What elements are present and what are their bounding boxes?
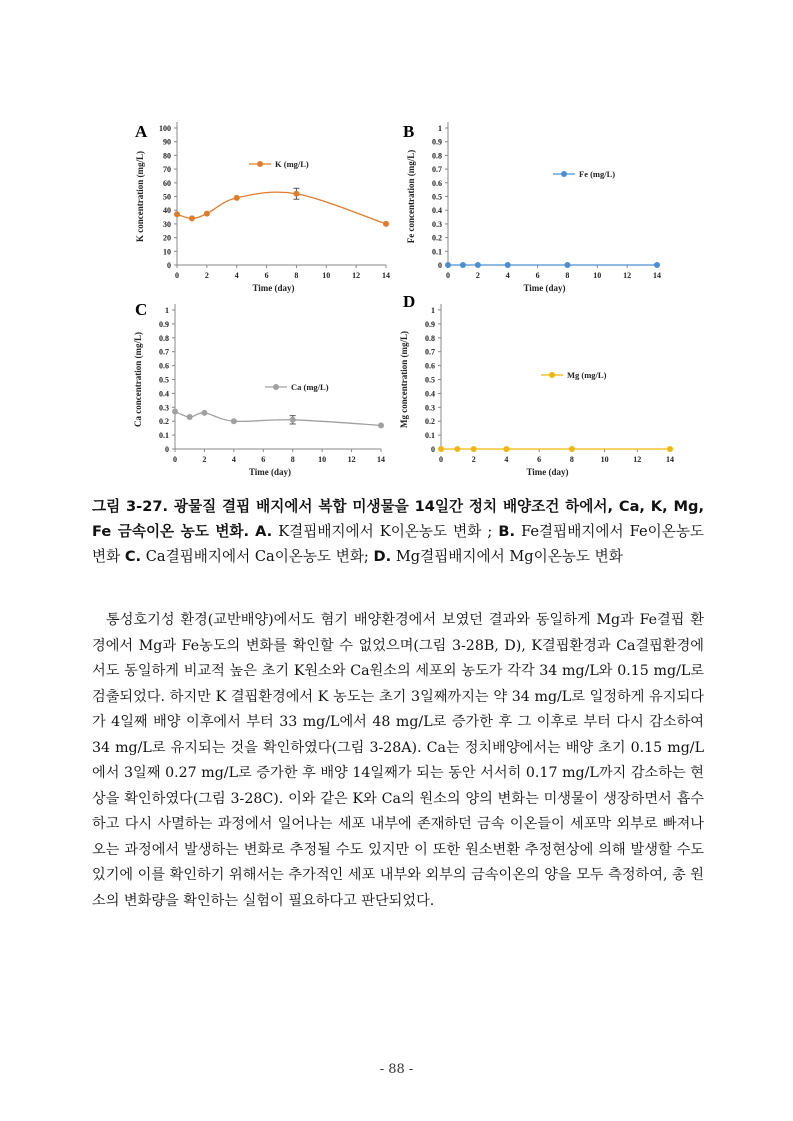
panel-c-data-point (378, 422, 384, 428)
panel-b-y-tick-label: 0.3 (432, 219, 442, 229)
panel-a-y-tick-label: 0 (167, 261, 171, 270)
panel-a-data-point (293, 191, 299, 197)
panel-a-legend-marker (257, 161, 263, 167)
panel-a-data-point (383, 221, 389, 227)
caption-c-label: C. (124, 548, 142, 565)
panel-d-y-tick-label: 0.4 (425, 389, 435, 399)
panel-b-letter: B (403, 122, 415, 141)
panel-d-data-point (454, 446, 460, 452)
panel-d-y-title: Mg concentration (mg/L) (399, 331, 409, 428)
panel-a-y-tick-label: 90 (163, 137, 171, 147)
panel-b-data-point (460, 262, 466, 268)
panel-c-x-tick-label: 6 (261, 455, 266, 464)
panel-b-x-tick-label: 0 (446, 271, 450, 280)
panel-c-legend-label: Ca (mg/L) (291, 382, 329, 392)
panel-a-data-point (234, 195, 240, 201)
panel-b-y-tick-label: 0.1 (432, 247, 442, 257)
caption-d-text: Mg결핍배지에서 Mg이온농도 변화 (395, 548, 623, 565)
panel-a-y-tick-label: 60 (163, 178, 171, 188)
panel-b-y-tick-label: 0.8 (432, 151, 442, 161)
panel-c-y-tick-label: 0.2 (159, 417, 169, 427)
panel-a-legend-label: K (mg/L) (275, 159, 309, 169)
panel-a-x-tick-label: 14 (382, 271, 390, 280)
panel-a-x-tick-label: 2 (204, 271, 209, 280)
panel-c-data-point (231, 418, 237, 424)
panel-c-y-title: Ca concentration (mg/L) (133, 332, 143, 427)
panel-c-x-tick-label: 4 (231, 455, 236, 464)
panel-b-y-tick-label: 0.5 (432, 192, 442, 202)
panel-d-x-tick-label: 2 (471, 455, 476, 464)
caption-b-text: Fe결핍배지에서 Fe이온농도 변화 (92, 523, 705, 565)
panel-c-data-point (201, 410, 207, 416)
panel-b-data-point (564, 262, 570, 268)
panel-c-x-tick-label: 12 (347, 455, 356, 464)
panel-b-x-tick-label: 14 (653, 271, 661, 280)
panel-a-y-title: K concentration (mg/L) (135, 151, 145, 242)
panel-a-data-point (174, 211, 180, 217)
panel-d-y-tick-label: 0 (431, 445, 435, 454)
panel-d-data-point (569, 446, 575, 452)
panel-c-legend-marker (273, 384, 279, 390)
panel-d-y-tick-label: 0.7 (425, 347, 435, 357)
panel-d-legend-label: Mg (mg/L) (567, 370, 607, 380)
panel-d-data-point (503, 446, 509, 452)
panel-a-y-tick-label: 20 (163, 233, 171, 243)
panel-c-x-tick-label: 0 (173, 455, 177, 464)
panel-a-x-title: Time (day) (252, 283, 295, 293)
figure-caption (92, 494, 704, 569)
panel-d-y-tick-label: 0.6 (425, 361, 435, 371)
panel-d-letter: D (403, 292, 416, 311)
panel-b-data-point (505, 262, 511, 268)
panel-d-x-tick-label: 6 (537, 455, 542, 464)
panel-a-x-tick-label: 12 (352, 271, 361, 280)
panel-c-y-tick-label: 0 (165, 445, 169, 454)
panel-c-y-tick-label: 0.5 (159, 375, 169, 385)
panel-c-letter: C (135, 300, 148, 319)
panel-b-data-point (654, 262, 660, 268)
panel-c-y-tick-label: 0.3 (159, 403, 169, 413)
panel-a-y-tick-label: 50 (163, 192, 171, 202)
panel-b-x-tick-label: 2 (475, 271, 480, 280)
panel-a-letter: A (135, 122, 148, 141)
panel-b-x-tick-label: 8 (565, 271, 570, 280)
panel-d-y-tick-label: 0.1 (425, 431, 435, 441)
panel-b-y-title: Fe concentration (mg/L) (406, 149, 416, 244)
panel-d-y-tick-label: 1 (431, 306, 435, 315)
page-number: - 88 - (379, 1062, 414, 1077)
panel-b-x-tick-label: 10 (593, 271, 602, 280)
panel-b-y-tick-label: 0 (438, 261, 442, 270)
caption-title: 그림 3-27. 광물질 결핍 배지에서 복합 미생물을 14일간 정치 배양조건 하에서, Ca, K, Mg, Fe 금속이온 농도 변화. (92, 498, 704, 540)
panel-b-legend-marker (561, 171, 567, 177)
panel-d-legend-marker (549, 372, 555, 378)
panel-b-y-tick-label: 0.9 (432, 137, 442, 147)
panel-d-x-tick-label: 8 (569, 455, 574, 464)
panel-d-y-tick-label: 0.5 (425, 375, 435, 385)
panel-c-y-tick-label: 0.1 (159, 431, 169, 441)
panel-c-x-tick-label: 8 (290, 455, 295, 464)
caption-a-label: A. (255, 523, 273, 540)
figure-3-27 (95, 110, 695, 490)
panel-b-y-tick-label: 1 (438, 124, 442, 133)
panel-a-series-line (177, 192, 386, 224)
panel-a-y-tick-label: 40 (163, 206, 171, 216)
panel-b-data-point (475, 262, 481, 268)
panel-c-x-tick-label: 2 (202, 455, 207, 464)
panel-b-y-tick-label: 0.4 (432, 206, 442, 216)
caption-b-label: B. (498, 523, 516, 540)
caption-d-label: D. (373, 548, 392, 565)
panel-c-data-point (187, 414, 193, 420)
panel-d-y-tick-label: 0.3 (425, 403, 435, 413)
panel-c-x-tick-label: 14 (377, 455, 385, 464)
panel-d-data-point (438, 446, 444, 452)
panel-c-x-title: Time (day) (248, 467, 292, 477)
panel-a-x-tick-label: 4 (234, 271, 239, 280)
panel-d-x-title: Time (day) (526, 467, 569, 477)
panel-d-x-tick-label: 12 (633, 455, 642, 464)
panel-b-x-tick-label: 6 (535, 271, 540, 280)
panel-d-x-tick-label: 10 (600, 455, 609, 464)
panel-c-y-tick-label: 0.8 (159, 333, 169, 343)
panel-c-y-tick-label: 1 (165, 306, 169, 315)
panel-c-x-tick-label: 10 (318, 455, 327, 464)
panel-a-x-tick-label: 8 (294, 271, 299, 280)
panel-a-data-point (204, 211, 210, 217)
panel-b-data-point (445, 262, 451, 268)
panel-a-x-tick-label: 0 (175, 271, 179, 280)
panel-b-x-title: Time (day) (523, 283, 566, 293)
panel-b-y-tick-label: 0.7 (432, 165, 442, 175)
caption-c-text: Ca결핍배지에서 Ca이온농도 변화; (145, 548, 369, 565)
panel-a-x-tick-label: 6 (264, 271, 269, 280)
panel-d-data-point (667, 446, 673, 452)
body-text (92, 608, 704, 914)
panel-a-y-tick-label: 100 (159, 124, 171, 133)
panel-c-data-point (172, 408, 178, 414)
panel-d-x-tick-label: 0 (439, 455, 443, 464)
panel-d-x-tick-label: 14 (666, 455, 674, 464)
panel-b-y-tick-label: 0.6 (432, 178, 442, 188)
panel-c-data-point (290, 417, 296, 423)
panel-b-x-tick-label: 12 (623, 271, 632, 280)
panel-d-y-tick-label: 0.8 (425, 333, 435, 343)
panel-a-y-tick-label: 80 (163, 151, 171, 161)
panel-c-y-tick-label: 0.6 (159, 361, 169, 371)
panel-c-y-tick-label: 0.4 (159, 389, 169, 399)
panel-d-y-tick-label: 0.9 (425, 319, 435, 329)
panel-b-x-tick-label: 4 (505, 271, 510, 280)
body-paragraph: 통성호기성 환경(교반배양)에서도 혐기 배양환경에서 보였던 결과와 동일하게 Mg과 Fe결핍 환경에서 Mg과 Fe농도의 변화를 확인할 수 없었으며(그림 3-28B, D), K결핍환경과 Ca결핍환경에서도 동일하게 비교적 높은 초기 K원소와 Ca원소의 세포외 농도가 각각 34 mg/L와 0.15 mg/L로 검출되었다. 하지만 K 결핍환경에서 K 농도는 초기 3일째까지는 약 34 mg/L로 일정하게 유지되다가 4일째 배양 이후에서 부터 33 mg/L에서 48 mg/L로 증가한 후 그 이후로 부터 다시 감소하여 34 mg/L로 유지되는 것을 확인하였다(그림 3-28A). Ca는 정치배양에서는 배양 초기 0.15 mg/L에서 3일째 0.27 mg/L로 증가한 후 배양 14일째가 되는 동안 서서히 0.17 mg/L까지 감소하는 현상을 확인하였다(그림 3-28C). 이와 같은 K와 Ca의 원소의 양의 변화는 미생물이 생장하면서 흡수하고 다시 사멸하는 과정에서 일어나는 세포 내부에 존재하던 금속 이온들이 세포막 외부로 빠져나오는 과정에서 발생하는 변화로 추정될 수도 있지만 이 또한 원소변환 추정현상에 의해 발생할 수도 있기에 이를 확인하기 위해서는 추가적인 세포 내부와 외부의 금속이온의 양을 모두 측정하여, 총 원소의 변화량을 확인하는 실험이 필요하다고 판단되었다. (92, 612, 704, 909)
panel-d-y-tick-label: 0.2 (425, 417, 435, 427)
panel-d-x-tick-label: 4 (504, 455, 509, 464)
panel-c-y-tick-label: 0.7 (159, 347, 169, 357)
panel-b-legend-label: Fe (mg/L) (579, 169, 616, 179)
panel-b-y-tick-label: 0.2 (432, 233, 442, 243)
panel-a-data-point (189, 215, 195, 221)
panel-c-y-tick-label: 0.9 (159, 319, 169, 329)
panel-a-y-tick-label: 10 (163, 247, 171, 257)
panel-a-x-tick-label: 10 (322, 271, 331, 280)
caption-a-text: K결핍배지에서 K이온농도 변화 ; (278, 523, 493, 540)
panel-a-y-tick-label: 30 (163, 219, 171, 229)
figure-panels (95, 110, 695, 490)
panel-d-data-point (471, 446, 477, 452)
panel-a-y-tick-label: 70 (163, 165, 171, 175)
